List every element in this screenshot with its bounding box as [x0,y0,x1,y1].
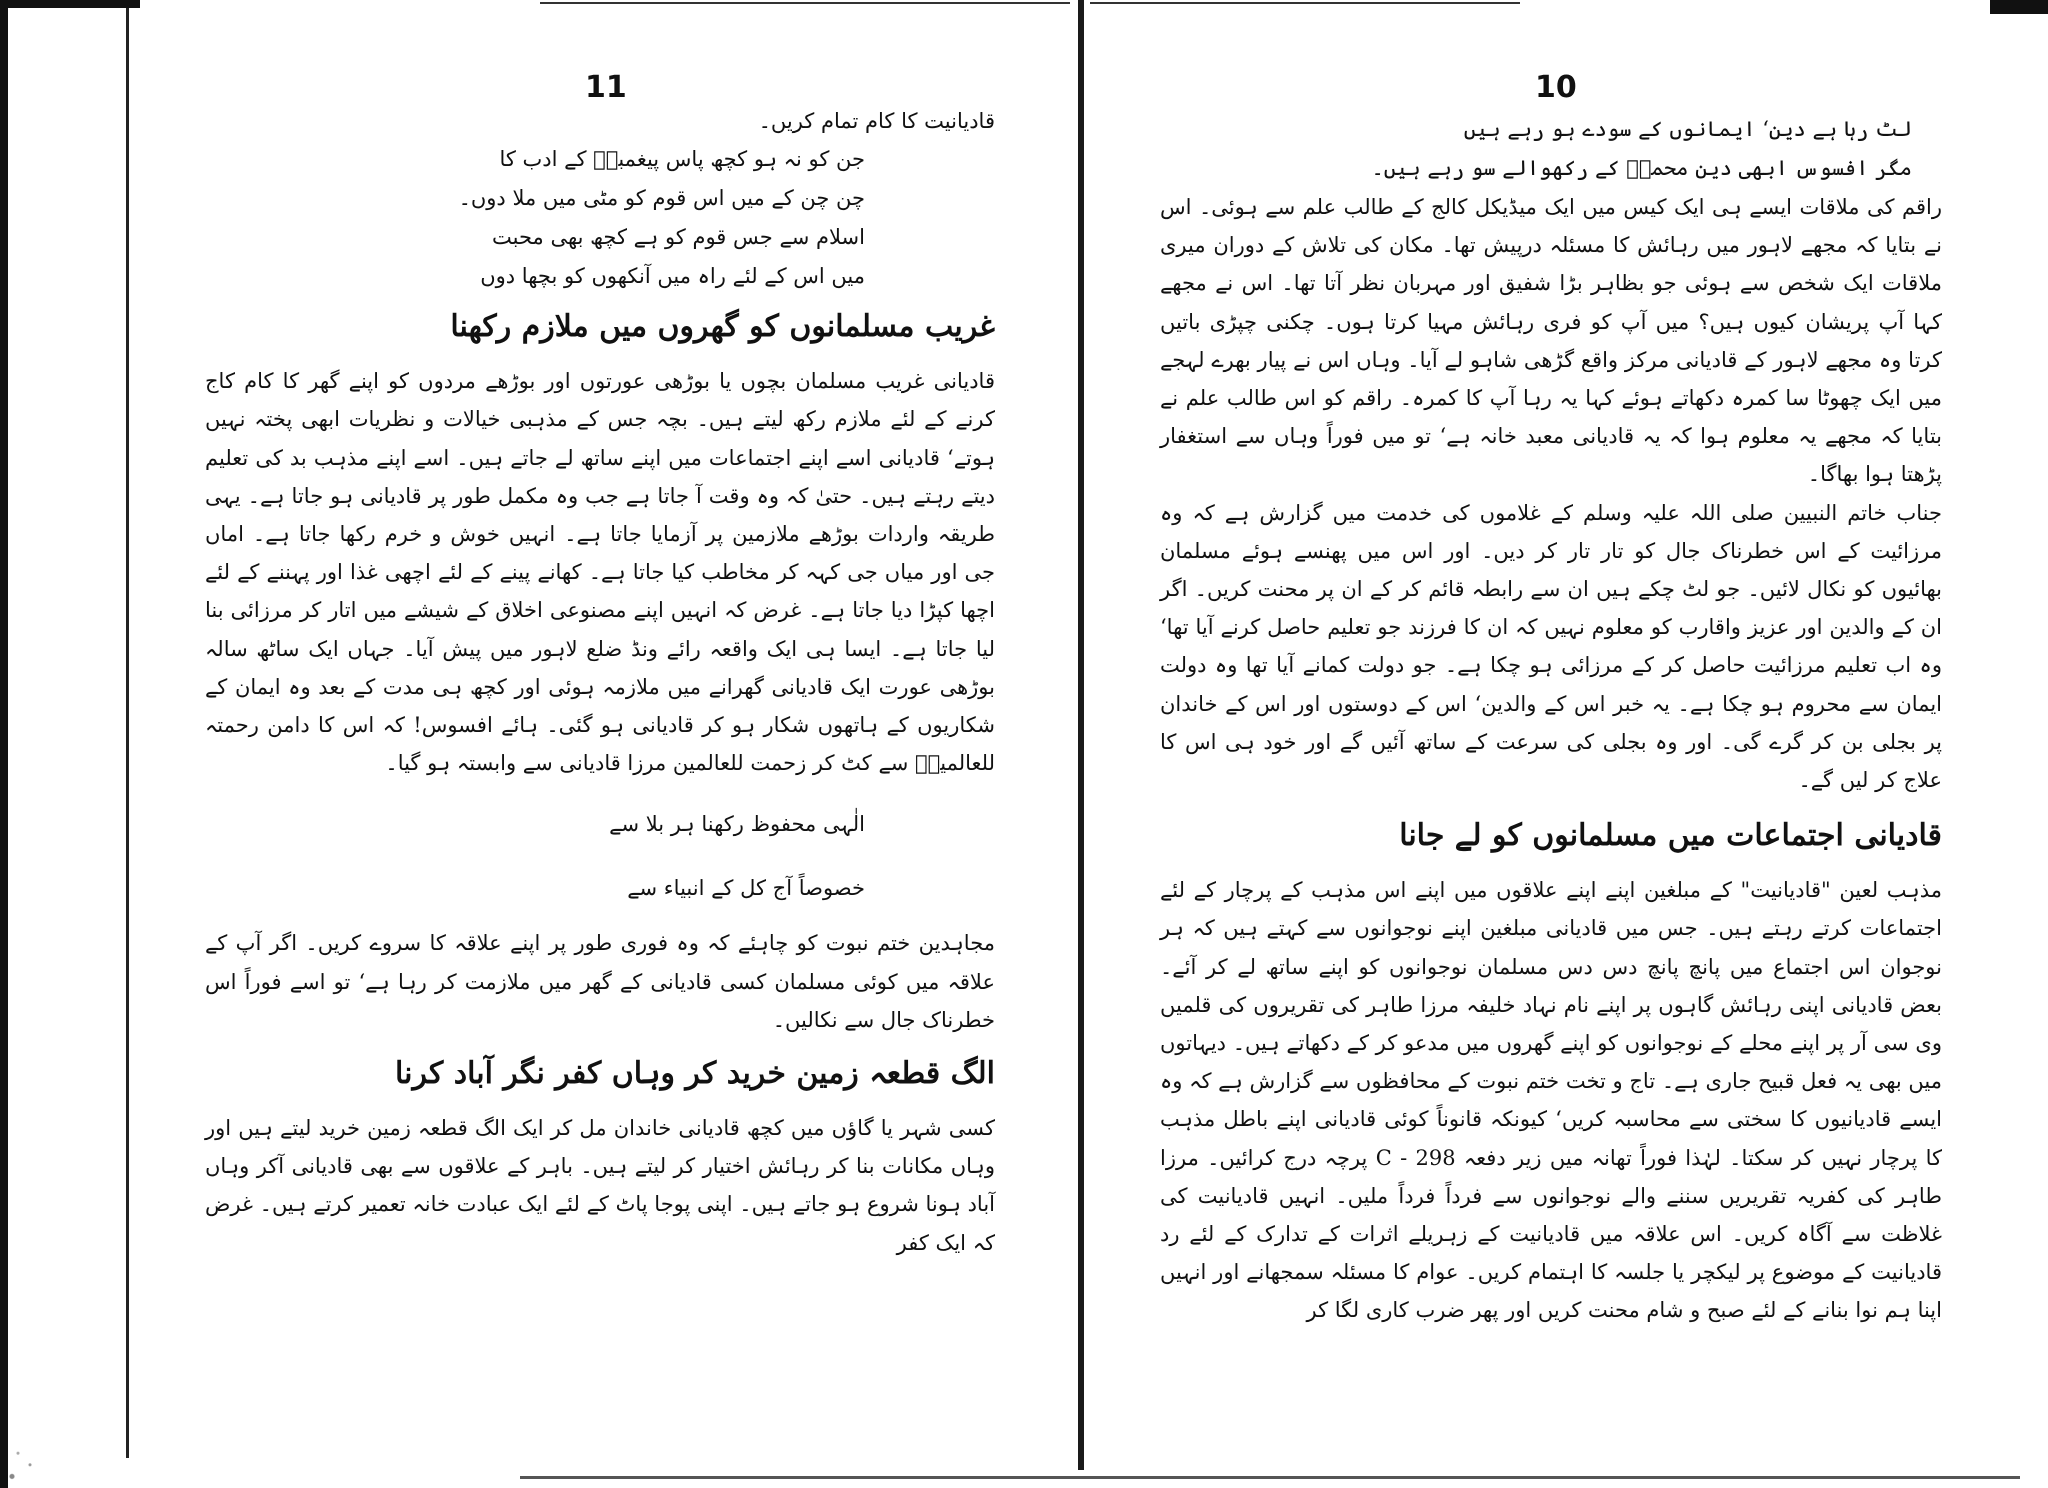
verse-line: مگر افسوس ابھی دین محمدؐ کے رکھوالے سو رہے ہیں۔ [1371,156,1912,180]
left-heading-2: الگ قطعہ زمین خرید کر وہاں کفر نگر آباد کرنا [394,1056,995,1092]
page-number-right: 10 [1535,70,1577,105]
book-gutter [1078,0,1084,1470]
top-rule-right [1090,2,1520,4]
verse-line: خصوصاً آج کل کے انبیاء سے [627,876,865,901]
left-paragraph-3: کسی شہر یا گاؤں میں کچھ قادیانی خاندان مل کر ایک الگ قطعہ زمین خرید لیتے ہیں اور وہاں مکانات بنا کر رہائش اختیار کر لیتے ہیں۔ باہر کے علاقوں سے بھی قادیانی آکر وہاں آباد ہونا شروع ہو جاتے ہیں۔ اپنی پوجا پاٹ کے لئے ایک عبادت خانہ تعمیر کرتے ہیں۔ غرض کہ ایک کفر [205,1116,995,1255]
left-intro: قادیانیت کا کام تمام کریں۔ [758,109,995,133]
left-paragraph-1: قادیانی غریب مسلمان بچوں یا بوڑھی عورتوں اور بوڑھے مردوں کو اپنے گھر کا کام کاج کرنے کے لئے ملازم رکھ لیتے ہیں۔ بچہ جس کے مذہبی خیالات و نظریات ابھی پختہ نہیں ہوتے‘ قادیانی اسے اپنے اجتماعات میں اپنے ساتھ لے جاتے ہیں۔ اسے اپنے مذہب بد کی تعلیم دیتے رہتے ہیں۔ حتیٰ کہ وہ وقت آ جاتا ہے جب وہ مکمل طور پر قادیانی ہو جاتا ہے۔ یہی طریقہ واردات بوڑھے ملازمین پر آزمایا جاتا ہے۔ انہیں خوش و خرم رکھا جاتا ہے۔ اماں جی اور میاں جی کہہ کر مخاطب کیا جاتا ہے۔ کھانے پینے کے لئے اچھی غذا اور پہننے کے لئے اچھا کپڑا دیا جاتا ہے۔ غرض کہ انہیں اپنے مصنوعی اخلاق کے شیشے میں اتار کر مرزائی بنا لیا جاتا ہے۔ ایسا ہی ایک واقعہ رائے ونڈ ضلع لاہور میں پیش آیا۔ جہاں ایک ساٹھ سالہ بوڑھی عورت ایک قادیانی گھرانے میں ملازمہ ہوئی اور کچھ ہی مدت کے بعد وہ ایمان کے شکاریوں کے ہاتھوں شکار ہو کر قادیانی ہو گئی۔ ہائے افسوس! کہ اس کا دامن رحمتہ للعالمینؐ سے کٹ کر زحمت للعالمین مرزا قادیانی سے وابستہ ہو گیا۔ [205,369,995,776]
left-paragraph-2: مجاہدین ختم نبوت کو چاہئے کہ وہ فوری طور پر اپنے علاقہ کا سروے کریں۔ اگر آپ کے علاقہ میں کوئی مسلمان کسی قادیانی کے گھر میں ملازمت کر رہا ہے‘ تو اسے فوراً اس خطرناک جال سے نکالیں۔ [205,931,995,1032]
scan-noise [0,1430,60,1488]
left-heading-1: غریب مسلمانوں کو گھروں میں ملازم رکھنا [450,309,995,345]
verse-line: میں اس کے لئے راہ میں آنکھوں کو بچھا دوں [480,264,865,289]
verse-line: چن چن کے میں اس قوم کو مٹی میں ملا دوں۔ [458,186,865,211]
scan-edge-top-right [1990,0,2048,14]
scan-edge-top-left [0,0,140,8]
right-paragraph-1: راقم کی ملاقات ایسے ہی ایک کیس میں ایک میڈیکل کالج کے طالب علم سے ہوئی۔ اس نے بتایا کہ مجھے لاہور میں رہائش کا مسئلہ درپیش تھا۔ مکان کی تلاش کے دوران میری ملاقات ایک شخص سے ہوئی جو بظاہر بڑا شفیق اور مہربان نظر آتا تھا۔ اس نے مجھے کہا آپ پریشان کیوں ہیں؟ میں آپ کو فری رہائش مہیا کرتا ہوں۔ چکنی چپڑی باتیں کرتا وہ مجھے لاہور کے قادیانی مرکز واقع گڑھی شاہو لے آیا۔ وہاں اس نے پیار بھرے لہجے میں ایک چھوٹا سا کمرہ دکھاتے ہوئے کہا یہ رہا آپ کا کمرہ۔ راقم کو اس طالب علم نے بتایا کہ مجھے یہ معلوم ہوا کہ یہ قادیانی معبد خانہ ہے‘ تو میں فوراً وہاں سے استغفار پڑھتا ہوا بھاگا۔ [1160,195,1942,487]
right-paragraph-2: جناب خاتم النبیین صلی اللہ علیہ وسلم کے غلاموں کی خدمت میں گزارش ہے کہ وہ مرزائیت کے اس خطرناک جال کو تار تار کر دیں۔ اور اس میں پھنسے ہوئے مسلمان بھائیوں کو نکال لائیں۔ جو لٹ چکے ہیں ان سے رابطہ قائم کر کے ان پر محنت کریں۔ اگر ان کے والدین اور عزیز واقارب کو معلوم نہیں کہ ان کا فرزند جو تعلیم حاصل کرنے آیا تھا‘ وہ اب تعلیم مرزائیت حاصل کر کے مرزائی ہو چکا ہے۔ جو دولت کمانے آیا تھا وہ دولت ایمان سے محروم ہو چکا ہے۔ یہ خبر اس کے والدین‘ اس کے دوستوں اور اس کے خاندان پر بجلی بن کر گرے گی۔ اور وہ بجلی کی سرعت کے ساتھ آئیں گے اور خود ہی اس کا علاج کر لیں گے۔ [1160,500,1942,793]
right-paragraph-3: مذہب لعین "قادیانیت" کے مبلغین اپنے اپنے علاقوں میں اپنے اس مذہب کے پرچار کے لئے اجتماعات کرتے رہتے ہیں۔ جس میں قادیانی مبلغین اپنے نوجوانوں سے کہتے ہیں کہ ہر نوجوان اس اجتماع میں پانچ پانچ دس دس مسلمان نوجوانوں کو اپنے ساتھ لے کر آئے۔ بعض قادیانی اپنی رہائش گاہوں پر اپنے نام نہاد خلیفہ مرزا طاہر کی تقریروں کی قلمیں وی سی آر پر اپنے محلے کے نوجوانوں کو اپنے گھروں میں مدعو کر کے دکھاتے ہیں۔ دیہاتوں میں بھی یہ فعل قبیح جاری ہے۔ تاج و تخت ختم نبوت کے محافظوں سے گزارش ہے کہ وہ ایسے قادیانیوں کا سختی سے محاسبہ کریں‘ کیونکہ قانوناً کوئی قادیانی اپنے باطل مذہب کا پرچار نہیں کر سکتا۔ لہٰذا فوراً تھانہ میں زیر دفعہ 298 - C پرچہ درج کرائیں۔ مرزا طاہر کی کفریہ تقریریں سننے والے نوجوانوں سے فرداً فرداً ملیں۔ انہیں قادیانیت کی غلاظت سے آگاہ کریں۔ اس علاقہ میں قادیانیت کے زہریلے اثرات کے تدارک کے لئے رد قادیانیت کے موضوع پر لیکچر یا جلسہ کا اہتمام کریں۔ عوام کا مسئلہ سمجھانے اور انہیں اپنا ہم نوا بنانے کے لئے صبح و شام محنت کریں اور پھر ضرب کاری لگا کر [1160,878,1942,1323]
verse-line: جن کو نہ ہو کچھ پاس پیغمبرؐ کے ادب کا [499,147,865,172]
page-left [205,70,995,1262]
right-verse-1 [1160,110,1942,188]
page-number-left: 11 [585,70,627,105]
left-verse-1 [205,140,995,296]
verse-line: اسلام سے جس قوم کو ہے کچھ بھی محبت [492,225,865,250]
verse-line: لٹ رہا ہے دین‘ ایمانوں کے سودے ہو رہے ہیں [1463,117,1912,141]
bottom-rule [520,1476,2020,1479]
left-verse-2 [205,792,995,920]
page-left-border [126,8,129,1458]
scan-edge-left [0,0,8,1488]
right-heading-1: قادیانی اجتماعات میں مسلمانوں کو لے جانا [1399,818,1942,854]
page-right [1160,70,1942,1330]
top-rule-left [540,2,1070,4]
verse-line: الٰہی محفوظ رکھنا ہر بلا سے [609,812,865,837]
